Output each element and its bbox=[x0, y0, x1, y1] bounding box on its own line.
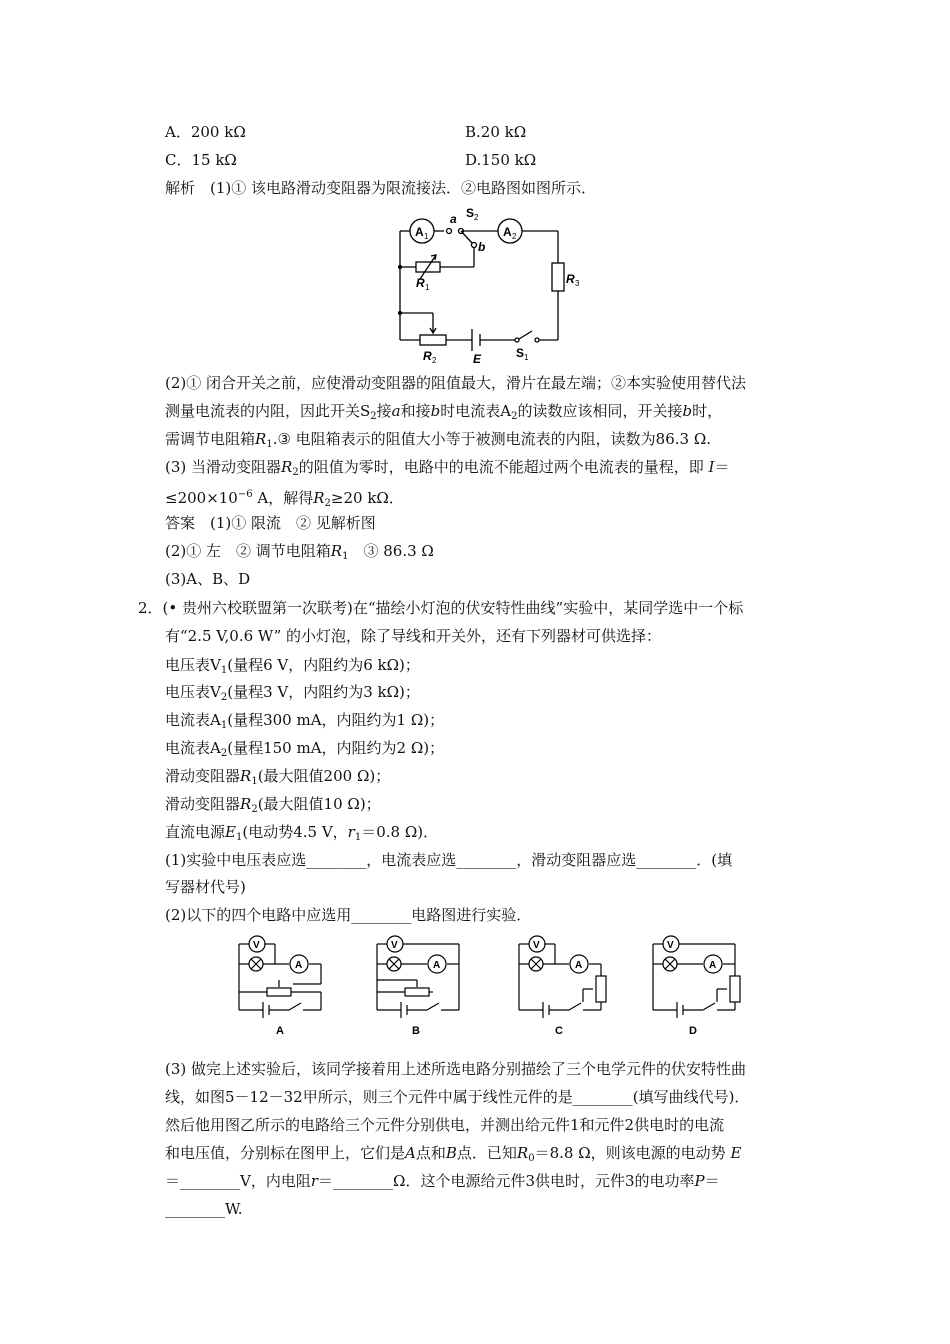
svg-text:V: V bbox=[667, 940, 674, 951]
label-a: A bbox=[276, 1025, 284, 1037]
equip-v1: 电压表$V_1$(量程6 V，内阻约为6 kΩ)； bbox=[165, 656, 420, 676]
circuit-b bbox=[377, 936, 459, 1018]
analysis-3-line2: $\le 200\times 10^{-6}$ A，解得$R_2\ge 20$ kΩ． bbox=[165, 489, 404, 509]
label-d: D bbox=[689, 1025, 697, 1037]
q2-line1: 2．(• 贵州六校联盟第一次联考)在“描绘小灯泡的伏安特性曲线”实验中，某同学选中一个标 bbox=[138, 599, 744, 617]
svg-text:V: V bbox=[391, 940, 398, 951]
q2-sub3-line5: ＝________V，内电阻r＝________Ω．这个电源给元件3供电时，元件3的电功率P＝ bbox=[165, 1172, 720, 1190]
svg-text:A: A bbox=[433, 960, 441, 971]
analysis-3-line1: (3) 当滑动变阻器$R_2$的阻值为零时，电路中的电流不能超过两个电流表的量程，即 I＝ bbox=[165, 458, 730, 478]
q2-sub3-line4: 和电压值，分别标在图甲上，它们是A点和B点．已知$R_0=8.8$ Ω，则该电源的电动势 E bbox=[165, 1144, 742, 1164]
answer-line1: 答案 (1)① 限流 ② 见解析图 bbox=[165, 514, 376, 532]
answer-line3: (3)A、B、D bbox=[165, 570, 251, 588]
q2-sub3-line1: (3) 做完上述实验后，该同学接着用上述所选电路分别描绘了三个电学元件的伏安特性曲 bbox=[165, 1060, 747, 1078]
option-d: D.150 kΩ bbox=[465, 151, 537, 169]
option-a: A．200 kΩ bbox=[165, 123, 246, 141]
q2-sub1-line2: 写器材代号) bbox=[165, 878, 246, 896]
svg-text:3: 3 bbox=[575, 279, 580, 288]
option-c: C．15 kΩ bbox=[165, 151, 237, 169]
svg-text:V: V bbox=[533, 940, 540, 951]
analysis-intro: 解析 (1)① 该电路滑动变阻器为限流接法．②电路图如图所示． bbox=[165, 179, 597, 197]
circuit-diagram-1 bbox=[380, 205, 590, 365]
svg-text:2: 2 bbox=[512, 232, 517, 241]
r1-label: R bbox=[416, 276, 425, 290]
equip-r1: 滑动变阻器$R_1$(最大阻值200 Ω)； bbox=[165, 767, 391, 787]
option-b: B.20 kΩ bbox=[465, 123, 527, 141]
svg-text:A: A bbox=[295, 960, 303, 971]
svg-text:2: 2 bbox=[474, 213, 479, 222]
analysis-2-line2: 测量电流表的内阻，因此开关$S_2$接a和接b时电流表$A_2$的读数应该相同，开关接b时， bbox=[165, 402, 723, 422]
r3-label: R bbox=[566, 272, 575, 286]
svg-text:1: 1 bbox=[524, 353, 529, 362]
s2-label: S bbox=[466, 206, 475, 220]
q2-sub3-line2: 线，如图5－12－32甲所示，则三个元件中属于线性元件的是________(填写曲线代号)． bbox=[165, 1088, 750, 1106]
equip-a1: 电流表$A_1$(量程300 mA，内阻约为1 Ω)； bbox=[165, 711, 445, 731]
equip-v2: 电压表$V_2$(量程3 V，内阻约为3 kΩ)； bbox=[165, 683, 420, 703]
equip-e1: 直流电源$E_1$(电动势4.5 V，$r_1=0.8$ Ω)． bbox=[165, 823, 439, 843]
equip-a2: 电流表$A_2$(量程150 mA，内阻约为2 Ω)； bbox=[165, 739, 445, 759]
svg-text:2: 2 bbox=[432, 356, 437, 365]
svg-text:1: 1 bbox=[425, 283, 430, 292]
a1-label: A bbox=[415, 225, 424, 239]
analysis-2-line3: 需调节电阻箱$R_1.③$ 电阻箱表示的阻值大小等于被测电流表的内阻，读数为86.3 Ω. bbox=[165, 430, 712, 450]
s1-label: S bbox=[516, 346, 525, 360]
analysis-2-line1: (2)① 闭合开关之前，应使滑动变阻器的阻值最大，滑片在最左端；②本实验使用替代法 bbox=[165, 374, 747, 392]
e-label: E bbox=[473, 352, 482, 366]
a2-label: A bbox=[503, 225, 512, 239]
circuit-options-diagram bbox=[225, 932, 745, 1037]
node-a-label: a bbox=[450, 212, 457, 226]
node-b-label: b bbox=[478, 240, 486, 254]
svg-text:A: A bbox=[575, 960, 583, 971]
svg-text:1: 1 bbox=[424, 232, 429, 241]
circuit-a bbox=[239, 936, 321, 1018]
q2-sub3-line6: ________W. bbox=[165, 1200, 243, 1218]
answer-line2: (2)① 左 ② 调节电阻箱$R_1$ ③ 86.3 Ω bbox=[165, 542, 434, 562]
r2-label: R bbox=[423, 349, 432, 363]
svg-text:A: A bbox=[709, 960, 717, 971]
q2-sub1-line1: (1)实验中电压表应选________，电流表应选________，滑动变阻器应选________．(填 bbox=[165, 851, 733, 869]
label-b: B bbox=[412, 1025, 420, 1037]
q2-sub3-line3: 然后他用图乙所示的电路给三个元件分别供电，并测出给元件1和元件2供电时的电流 bbox=[165, 1116, 725, 1134]
svg-text:V: V bbox=[253, 940, 260, 951]
label-c: C bbox=[555, 1025, 563, 1037]
q2-line2: 有“2.5 V,0.6 W” 的小灯泡，除了导线和开关外，还有下列器材可供选择： bbox=[165, 627, 662, 645]
equip-r2: 滑动变阻器$R_2$(最大阻值10 Ω)； bbox=[165, 795, 381, 815]
q2-sub2: (2)以下的四个电路中应选用________电路图进行实验． bbox=[165, 906, 532, 924]
